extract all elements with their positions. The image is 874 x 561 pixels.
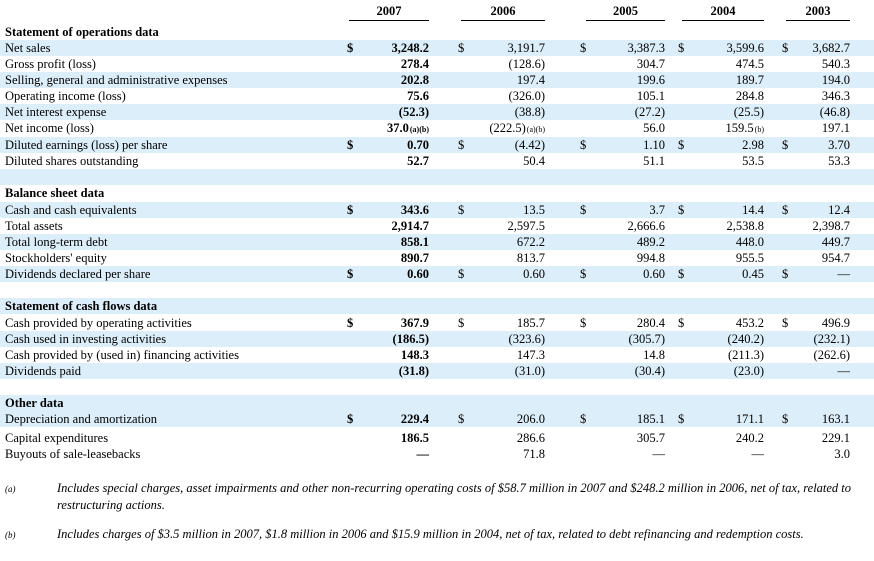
section-header (0, 185, 874, 201)
footnote-ref: (b) (754, 125, 764, 134)
cell-value: 0.45 (742, 267, 764, 281)
cell-2007 (417, 446, 430, 462)
cell-2006 (517, 411, 545, 427)
cell-2005 (637, 88, 665, 104)
section-header (0, 298, 874, 314)
cell-value: 189.7 (735, 73, 764, 87)
table-row (0, 363, 874, 379)
row-label: Diluted shares outstanding (5, 154, 139, 168)
cell-2007 (401, 411, 429, 427)
cell-value: 284.8 (735, 89, 764, 103)
cell-2005 (637, 250, 665, 266)
cell-value: 540.3 (821, 57, 850, 71)
table-row (0, 331, 874, 347)
cell-2004 (742, 266, 764, 282)
cell-2005 (637, 72, 665, 88)
cell-2005 (643, 347, 665, 363)
currency-symbol: $ (458, 138, 465, 152)
cell-value: 186.5 (400, 431, 429, 445)
row-label: Buyouts of sale-leasebacks (5, 447, 141, 461)
header-2006: 2006 (490, 4, 516, 18)
currency-symbol: $ (580, 138, 587, 152)
cell-value: 13.5 (523, 203, 545, 217)
cell-value: (262.6) (813, 348, 850, 362)
cell-2005 (643, 266, 665, 282)
cell-value: 305.7 (636, 431, 665, 445)
currency-symbol: $ (782, 316, 789, 330)
cell-value: 194.0 (821, 73, 850, 87)
cell-2003 (822, 120, 850, 136)
table-row (0, 234, 874, 250)
row-label: Net interest expense (5, 105, 107, 119)
cell-value: 858.1 (400, 235, 429, 249)
cell-value: 51.1 (643, 154, 665, 168)
cell-2003 (814, 347, 850, 363)
cell-value: 3.7 (649, 203, 665, 217)
cell-2003 (813, 40, 851, 56)
cell-2003 (822, 56, 850, 72)
cell-value: 37.0 (387, 121, 409, 135)
cell-2007 (401, 72, 429, 88)
cell-2007 (401, 250, 429, 266)
cell-value: 3,599.6 (726, 41, 764, 55)
cell-2004 (736, 56, 764, 72)
cell-2005 (637, 56, 665, 72)
cell-2007 (407, 88, 429, 104)
cell-2005 (637, 315, 665, 331)
row-spacer (0, 282, 874, 298)
currency-symbol: $ (678, 41, 685, 55)
cell-value: 954.7 (821, 251, 850, 265)
cell-2004 (736, 234, 764, 250)
cell-2005 (649, 202, 665, 218)
currency-symbol: $ (782, 41, 789, 55)
table-row (0, 218, 874, 234)
cell-value: 955.5 (735, 251, 764, 265)
section-title: Balance sheet data (5, 186, 105, 200)
cell-2007 (407, 153, 429, 169)
cell-value: 2,914.7 (391, 219, 429, 233)
footnote-b-mark: (b) (5, 530, 16, 540)
cell-2003 (834, 446, 850, 462)
cell-value: 14.4 (742, 203, 764, 217)
cell-value: (240.2) (727, 332, 764, 346)
cell-value: 197.4 (516, 73, 545, 87)
cell-value: (222.5) (489, 121, 526, 135)
cell-value: (25.5) (733, 105, 764, 119)
footnote-ref: (a)(b) (409, 125, 429, 134)
cell-2003 (828, 202, 850, 218)
cell-value: 346.3 (821, 89, 850, 103)
cell-2007 (401, 347, 429, 363)
table-row (0, 104, 874, 120)
table-row (0, 266, 874, 282)
cell-value: 171.1 (735, 412, 764, 426)
cell-value: 2,597.5 (507, 219, 545, 233)
cell-value: 53.3 (828, 154, 850, 168)
currency-symbol: $ (580, 412, 587, 426)
cell-value: (31.8) (398, 364, 429, 378)
cell-value: 3,191.7 (507, 41, 545, 55)
cell-2005 (653, 446, 666, 462)
cell-value: 240.2 (735, 431, 764, 445)
cell-2003 (822, 250, 850, 266)
cell-2004 (728, 347, 764, 363)
cell-value: — (837, 364, 850, 378)
cell-value: (186.5) (392, 332, 429, 346)
cell-2007 (392, 40, 430, 56)
currency-symbol: $ (580, 316, 587, 330)
cell-value: 3,682.7 (812, 41, 850, 55)
cell-value: — (416, 447, 429, 461)
cell-value: 2,398.7 (812, 219, 850, 233)
cell-2006 (523, 266, 545, 282)
cell-value: (52.3) (398, 105, 429, 119)
row-label: Operating income (loss) (5, 89, 126, 103)
header-rule (786, 20, 850, 21)
table-row (0, 153, 874, 169)
cell-2004 (736, 250, 764, 266)
currency-symbol: $ (458, 316, 465, 330)
cell-2006 (508, 40, 546, 56)
section-header (0, 395, 874, 411)
currency-symbol: $ (678, 203, 685, 217)
cell-value: 50.4 (523, 154, 545, 168)
section-title: Statement of cash flows data (5, 299, 158, 313)
cell-2005 (629, 331, 665, 347)
cell-2004 (734, 104, 764, 120)
cell-2003 (838, 363, 851, 379)
header-2004: 2004 (710, 4, 736, 18)
currency-symbol: $ (782, 267, 789, 281)
row-label: Net sales (5, 41, 51, 55)
currency-symbol: $ (678, 267, 685, 281)
currency-symbol: $ (678, 138, 685, 152)
cell-value: 448.0 (735, 235, 764, 249)
header-2007: 2007 (376, 4, 402, 18)
cell-2007 (393, 331, 429, 347)
cell-2004 (736, 88, 764, 104)
currency-symbol: $ (347, 412, 354, 426)
cell-2006 (517, 315, 545, 331)
currency-symbol: $ (458, 41, 465, 55)
cell-value: 148.3 (400, 348, 429, 362)
cell-value: (23.0) (733, 364, 764, 378)
cell-value: (326.0) (508, 89, 545, 103)
currency-symbol: $ (580, 203, 587, 217)
currency-symbol: $ (678, 412, 685, 426)
cell-2006 (489, 120, 545, 138)
cell-value: 56.0 (643, 121, 665, 135)
row-label: Total assets (5, 219, 63, 233)
cell-2006 (509, 88, 545, 104)
cell-2006 (508, 218, 546, 234)
table-row (0, 411, 874, 427)
currency-symbol: $ (347, 138, 354, 152)
cell-2003 (822, 411, 850, 427)
cell-value: 0.60 (407, 267, 429, 281)
row-label: Diluted earnings (loss) per share (5, 138, 168, 152)
currency-symbol: $ (458, 412, 465, 426)
cell-value: (232.1) (813, 332, 850, 346)
cell-2005 (643, 120, 665, 136)
cell-value: 890.7 (400, 251, 429, 265)
row-label: Gross profit (loss) (5, 57, 96, 71)
section-title: Other data (5, 396, 64, 410)
cell-2005 (628, 40, 666, 56)
cell-2006 (523, 446, 545, 462)
row-label: Dividends declared per share (5, 267, 151, 281)
cell-2007 (401, 56, 429, 72)
header-2003: 2003 (805, 4, 831, 18)
cell-2006 (517, 250, 545, 266)
cell-value: 474.5 (735, 57, 764, 71)
cell-value: 229.4 (400, 412, 429, 426)
cell-2004 (736, 72, 764, 88)
row-label: Depreciation and amortization (5, 412, 158, 426)
cell-value: 280.4 (636, 316, 665, 330)
cell-2007 (401, 315, 429, 331)
cell-value: 71.8 (523, 447, 545, 461)
cell-value: (305.7) (628, 332, 665, 346)
header-rule (349, 20, 429, 21)
currency-symbol: $ (580, 267, 587, 281)
cell-value: — (837, 267, 850, 281)
currency-symbol: $ (458, 203, 465, 217)
cell-value: 496.9 (821, 316, 850, 330)
cell-2004 (734, 363, 764, 379)
cell-value: — (751, 447, 764, 461)
cell-2006 (517, 234, 545, 250)
table-row (0, 88, 874, 104)
cell-2007 (399, 363, 429, 379)
cell-2006 (523, 153, 545, 169)
cell-value: 0.70 (407, 138, 429, 152)
currency-symbol: $ (782, 412, 789, 426)
cell-2006 (515, 363, 545, 379)
cell-value: 278.4 (400, 57, 429, 71)
cell-value: 229.1 (821, 431, 850, 445)
cell-value: (4.42) (514, 138, 545, 152)
cell-value: — (652, 447, 665, 461)
cell-value: 202.8 (400, 73, 429, 87)
cell-value: 12.4 (828, 203, 850, 217)
cell-value: (128.6) (508, 57, 545, 71)
currency-symbol: $ (347, 41, 354, 55)
cell-2004 (736, 411, 764, 427)
currency-symbol: $ (782, 138, 789, 152)
cell-value: 3,248.2 (391, 41, 429, 55)
cell-2006 (517, 347, 545, 363)
cell-2004 (727, 218, 765, 234)
cell-value: 147.3 (516, 348, 545, 362)
table-row (0, 446, 874, 462)
row-label: Total long-term debt (5, 235, 108, 249)
cell-2007 (407, 137, 429, 153)
currency-symbol: $ (678, 316, 685, 330)
cell-2003 (828, 137, 850, 153)
table-row (0, 315, 874, 331)
cell-2006 (515, 104, 545, 120)
footnote-ref: (a)(b) (526, 125, 545, 134)
cell-value: 3,387.3 (627, 41, 665, 55)
table-row (0, 430, 874, 446)
cell-value: 14.8 (643, 348, 665, 362)
cell-2003 (838, 266, 851, 282)
cell-2006 (523, 202, 545, 218)
cell-value: 206.0 (516, 412, 545, 426)
row-label: Selling, general and administrative expenses (5, 73, 228, 87)
row-spacer (0, 379, 874, 395)
cell-value: (30.4) (634, 364, 665, 378)
table-row (0, 40, 874, 56)
table-row (0, 202, 874, 218)
footnote-a-mark: (a) (5, 484, 16, 494)
currency-symbol: $ (782, 203, 789, 217)
cell-value: (211.3) (728, 348, 764, 362)
cell-2005 (637, 430, 665, 446)
row-label: Cash provided by operating activities (5, 316, 192, 330)
cell-2003 (822, 72, 850, 88)
cell-2004 (736, 315, 764, 331)
cell-value: 449.7 (821, 235, 850, 249)
footnote-b-text: Includes charges of $3.5 million in 2007, $1.8 million in 2006 and $15.9 million in 2004, net of tax, related to debt refinancing and redemption costs. (57, 527, 804, 541)
row-label: Capital expenditures (5, 431, 109, 445)
cell-value: 52.7 (407, 154, 429, 168)
cell-2007 (401, 202, 429, 218)
cell-2007 (401, 430, 429, 446)
cell-2007 (392, 218, 430, 234)
cell-2006 (509, 56, 545, 72)
cell-value: 304.7 (636, 57, 665, 71)
table-row (0, 56, 874, 72)
cell-value: 2.98 (742, 138, 764, 152)
cell-2007 (387, 120, 429, 138)
cell-value: (38.8) (514, 105, 545, 119)
cell-2005 (628, 218, 666, 234)
cell-2003 (822, 430, 850, 446)
cell-2005 (643, 137, 665, 153)
cell-value: 813.7 (516, 251, 545, 265)
currency-symbol: $ (347, 316, 354, 330)
cell-2004 (742, 153, 764, 169)
cell-value: 75.6 (407, 89, 429, 103)
cell-value: 994.8 (636, 251, 665, 265)
row-label: Dividends paid (5, 364, 82, 378)
cell-2004 (752, 446, 765, 462)
cell-2006 (515, 137, 545, 153)
cell-value: 453.2 (735, 316, 764, 330)
table-row (0, 347, 874, 363)
cell-value: 3.0 (834, 447, 850, 461)
currency-symbol: $ (580, 41, 587, 55)
row-label: Stockholders' equity (5, 251, 107, 265)
cell-value: 0.60 (523, 267, 545, 281)
cell-value: 159.5 (725, 121, 754, 135)
row-label: Cash used in investing activities (5, 332, 167, 346)
row-label: Cash and cash equivalents (5, 203, 137, 217)
cell-value: (27.2) (634, 105, 665, 119)
header-rule (461, 20, 545, 21)
section-title: Statement of operations data (5, 25, 159, 39)
footnote-a-text: Includes special charges, asset impairments and other non-recurring operating costs of $58.7 million in 2007 and $248.2 million in 2006, net of tax, related to restructuring actions. (57, 481, 852, 512)
cell-2007 (407, 266, 429, 282)
cell-2003 (822, 88, 850, 104)
cell-value: 489.2 (636, 235, 665, 249)
cell-value: 2,666.6 (627, 219, 665, 233)
cell-value: 2,538.8 (726, 219, 764, 233)
row-label: Cash provided by (used in) financing activities (5, 348, 239, 362)
cell-value: 163.1 (821, 412, 850, 426)
cell-2007 (401, 234, 429, 250)
cell-value: 185.7 (516, 316, 545, 330)
cell-2006 (509, 331, 545, 347)
cell-value: 367.9 (400, 316, 429, 330)
cell-value: (31.0) (514, 364, 545, 378)
table-row (0, 120, 874, 136)
row-spacer (0, 169, 874, 185)
cell-2004 (742, 202, 764, 218)
cell-value: 199.6 (636, 73, 665, 87)
currency-symbol: $ (347, 267, 354, 281)
cell-value: 185.1 (636, 412, 665, 426)
cell-2005 (643, 153, 665, 169)
cell-2006 (517, 430, 545, 446)
cell-value: 197.1 (821, 121, 850, 135)
cell-value: (46.8) (819, 105, 850, 119)
currency-symbol: $ (458, 267, 465, 281)
table-row (0, 72, 874, 88)
cell-2004 (728, 331, 764, 347)
row-label: Net income (loss) (5, 121, 94, 135)
table-row (0, 137, 874, 153)
cell-2005 (637, 234, 665, 250)
section-header (0, 24, 874, 40)
cell-2005 (635, 363, 665, 379)
cell-2007 (399, 104, 429, 120)
cell-2004 (726, 120, 764, 138)
header-2005: 2005 (613, 4, 638, 18)
cell-2003 (813, 218, 851, 234)
header-rule (682, 20, 764, 21)
cell-2005 (637, 411, 665, 427)
cell-2004 (727, 40, 765, 56)
cell-2003 (820, 104, 850, 120)
cell-2003 (822, 315, 850, 331)
table-row (0, 250, 874, 266)
cell-2004 (742, 137, 764, 153)
cell-value: 0.60 (643, 267, 665, 281)
cell-value: (323.6) (508, 332, 545, 346)
cell-2003 (822, 234, 850, 250)
cell-2003 (828, 153, 850, 169)
cell-value: 3.70 (828, 138, 850, 152)
cell-2003 (814, 331, 850, 347)
cell-2006 (517, 72, 545, 88)
cell-value: 105.1 (636, 89, 665, 103)
header-rule (586, 20, 665, 21)
cell-value: 53.5 (742, 154, 764, 168)
cell-2004 (736, 430, 764, 446)
cell-value: 1.10 (643, 138, 665, 152)
cell-value: 286.6 (516, 431, 545, 445)
currency-symbol: $ (347, 203, 354, 217)
cell-value: 343.6 (400, 203, 429, 217)
cell-value: 672.2 (516, 235, 545, 249)
cell-2005 (635, 104, 665, 120)
